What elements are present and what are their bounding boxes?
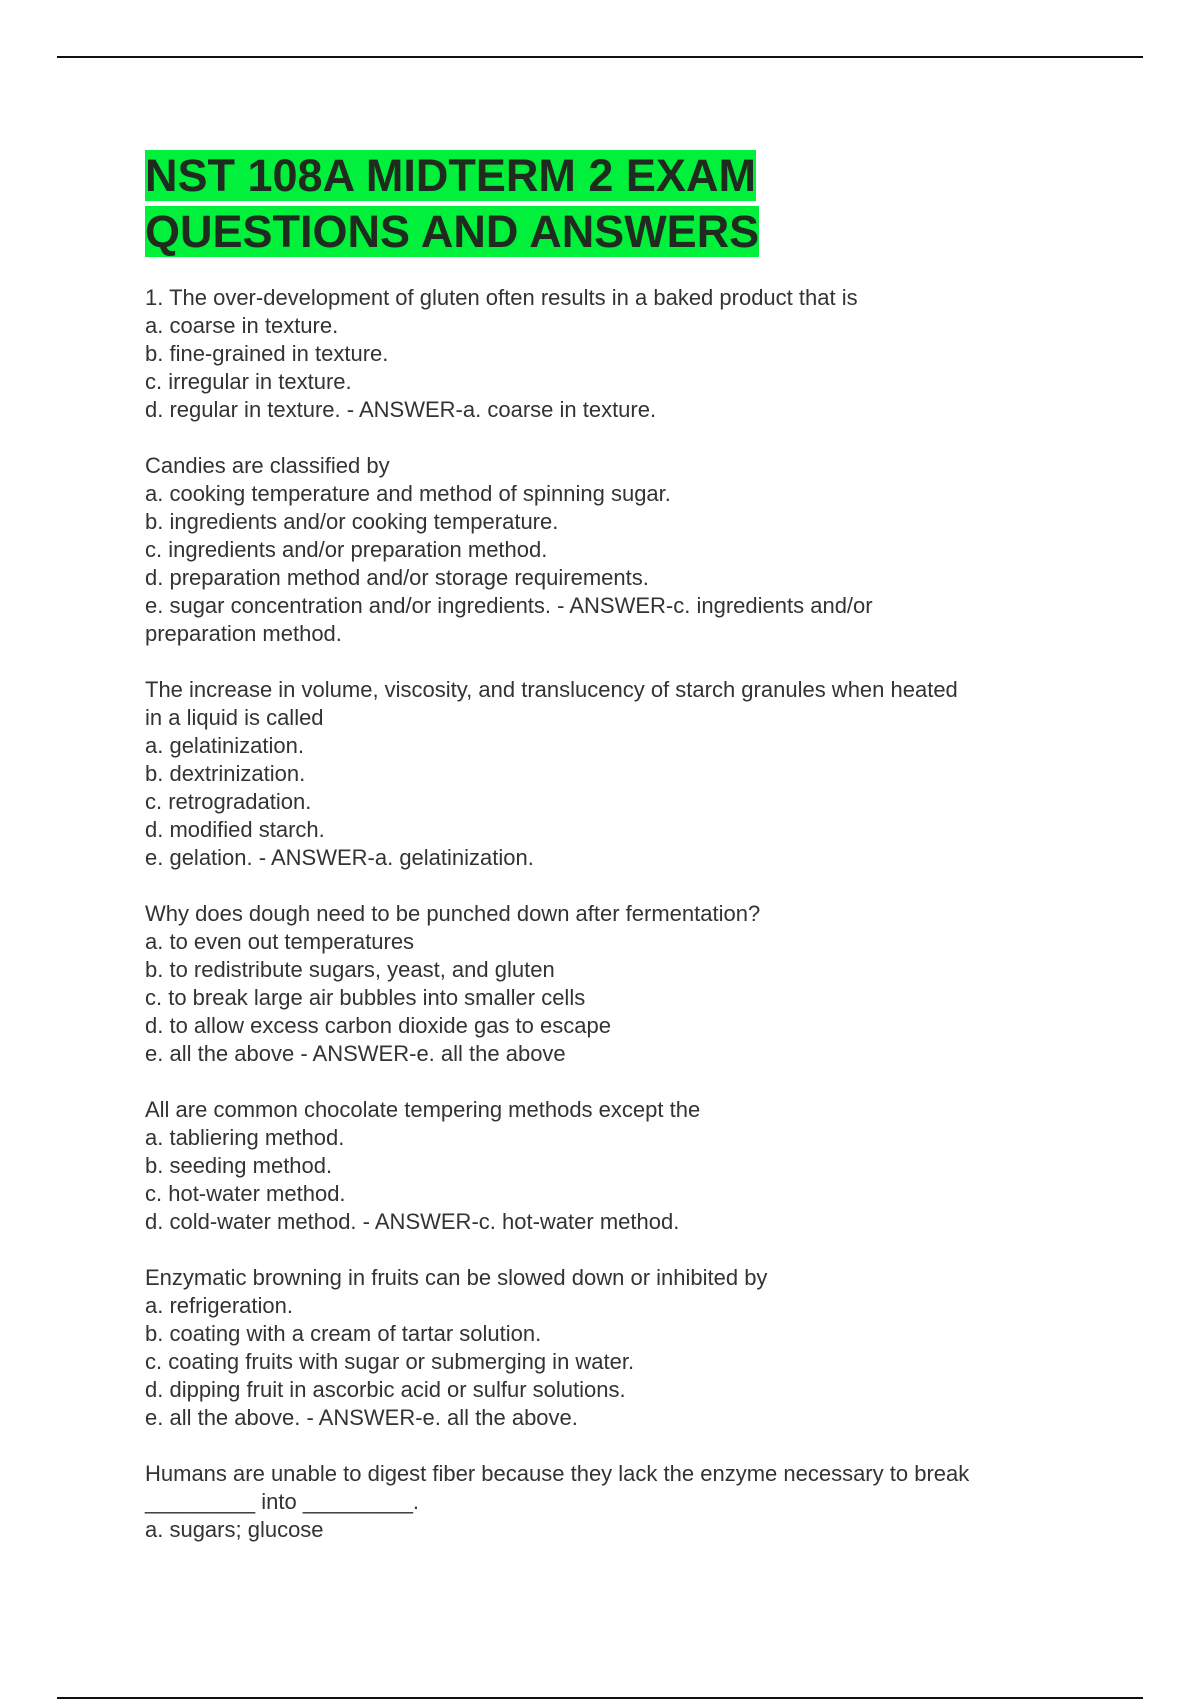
question-text: Humans are unable to digest fiber because they lack the enzyme necessary to break — [145, 1461, 970, 1486]
answer-line: preparation method. — [145, 621, 342, 646]
answer-line: a. tabliering method. — [145, 1125, 345, 1150]
answer-line: b. ingredients and/or cooking temperature. — [145, 509, 559, 534]
answer-line: e. all the above - ANSWER-e. all the above — [145, 1041, 566, 1066]
answer-line: b. fine-grained in texture. — [145, 341, 389, 366]
question-block — [145, 1460, 1105, 1544]
answer-line: a. refrigeration. — [145, 1293, 293, 1318]
answer-line: c. ingredients and/or preparation method. — [145, 537, 548, 562]
answer-line: b. seeding method. — [145, 1153, 333, 1178]
answer-line: a. to even out temperatures — [145, 929, 415, 954]
answer-line: e. all the above. - ANSWER-e. all the above. — [145, 1405, 578, 1430]
answer-line: c. to break large air bubbles into smaller cells — [145, 985, 586, 1010]
answer-line: _________ into _________. — [145, 1489, 420, 1514]
answer-line: b. coating with a cream of tartar solution. — [145, 1321, 542, 1346]
answer-line: d. to allow excess carbon dioxide gas to escape — [145, 1013, 611, 1038]
answer-line: d. cold-water method. - ANSWER-c. hot-water method. — [145, 1209, 680, 1234]
answer-line: e. gelation. - ANSWER-a. gelatinization. — [145, 845, 534, 870]
answer-line: b. to redistribute sugars, yeast, and gluten — [145, 957, 555, 982]
question-text: Why does dough need to be punched down after fermentation? — [145, 901, 761, 926]
answer-line: a. sugars; glucose — [145, 1517, 324, 1542]
question-text: 1. The over-development of gluten often results in a baked product that is — [145, 285, 858, 310]
document-title: NST 108A MIDTERM 2 EXAM QUESTIONS AND ANSWERS — [145, 150, 760, 257]
answer-line: d. regular in texture. - ANSWER-a. coarse in texture. — [145, 397, 657, 422]
question-text: Candies are classified by — [145, 453, 390, 478]
question-block — [145, 676, 1105, 872]
document-body — [145, 148, 1105, 1572]
answer-line: c. hot-water method. — [145, 1181, 346, 1206]
answer-line: a. cooking temperature and method of spinning sugar. — [145, 481, 671, 506]
answer-line: b. dextrinization. — [145, 761, 306, 786]
answer-line: a. coarse in texture. — [145, 313, 339, 338]
question-block — [145, 1264, 1105, 1432]
question-list — [145, 284, 1105, 1544]
answer-line: d. preparation method and/or storage requirements. — [145, 565, 649, 590]
answer-line: c. retrogradation. — [145, 789, 312, 814]
answer-line: a. gelatinization. — [145, 733, 304, 758]
title-block — [145, 148, 825, 260]
question-text: The increase in volume, viscosity, and translucency of starch granules when heated — [145, 677, 958, 702]
answer-line: in a liquid is called — [145, 705, 324, 730]
answer-line: c. coating fruits with sugar or submerging in water. — [145, 1349, 635, 1374]
answer-line: d. modified starch. — [145, 817, 325, 842]
question-block — [145, 1096, 1105, 1236]
answer-line: e. sugar concentration and/or ingredients. - ANSWER-c. ingredients and/or — [145, 593, 873, 618]
question-text: Enzymatic browning in fruits can be slowed down or inhibited by — [145, 1265, 768, 1290]
question-text: All are common chocolate tempering methods except the — [145, 1097, 701, 1122]
question-block — [145, 900, 1105, 1068]
top-rule — [57, 56, 1143, 58]
answer-line: c. irregular in texture. — [145, 369, 352, 394]
question-block — [145, 284, 1105, 424]
answer-line: d. dipping fruit in ascorbic acid or sulfur solutions. — [145, 1377, 626, 1402]
question-block — [145, 452, 1105, 648]
bottom-rule — [57, 1697, 1143, 1699]
